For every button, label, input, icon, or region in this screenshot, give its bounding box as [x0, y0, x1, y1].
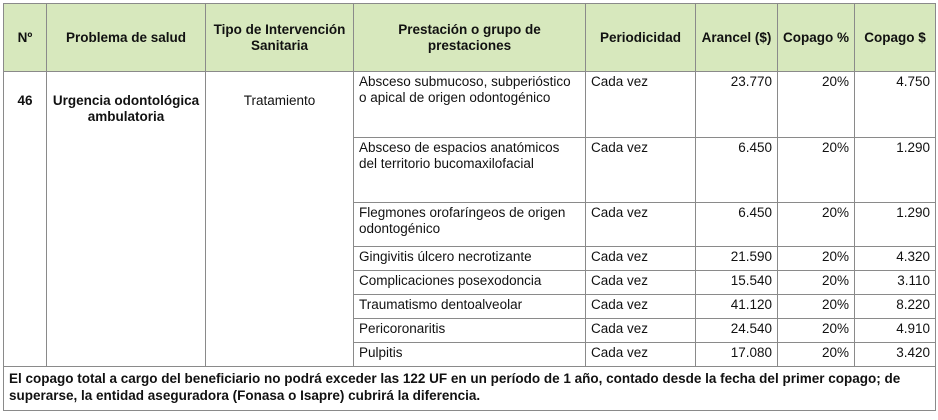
- problem-name: Urgencia odontológica ambulatoria: [47, 72, 206, 367]
- arancel-cell: 6.450: [696, 138, 778, 203]
- periodicidad-cell: Cada vez: [586, 247, 696, 271]
- copago-amt-cell: 4.750: [855, 72, 936, 138]
- header-arancel: Arancel ($): [696, 4, 778, 72]
- prestacion-cell: Flegmones orofaríngeos de origen odontogénico: [354, 203, 586, 247]
- header-copago-pct: Copago %: [778, 4, 855, 72]
- copago-pct-cell: 20%: [778, 343, 855, 367]
- arancel-cell: 15.540: [696, 271, 778, 295]
- periodicidad-cell: Cada vez: [586, 138, 696, 203]
- footer-row: [4, 367, 936, 411]
- copago-amt-cell: 1.290: [855, 138, 936, 203]
- copago-pct-cell: 20%: [778, 138, 855, 203]
- periodicidad-cell: Cada vez: [586, 271, 696, 295]
- copago-pct-cell: 20%: [778, 271, 855, 295]
- prestacion-cell: Traumatismo dentoalveolar: [354, 295, 586, 319]
- prestacion-cell: Pericoronaritis: [354, 319, 586, 343]
- periodicidad-cell: Cada vez: [586, 295, 696, 319]
- copago-pct-cell: 20%: [778, 319, 855, 343]
- copago-amt-cell: 3.420: [855, 343, 936, 367]
- copago-pct-cell: 20%: [778, 247, 855, 271]
- problem-intervention: Tratamiento: [206, 72, 354, 367]
- copago-amt-cell: 4.910: [855, 319, 936, 343]
- header-prestacion: Prestación o grupo de prestaciones: [354, 4, 586, 72]
- copago-amt-cell: 4.320: [855, 247, 936, 271]
- prestacion-cell: Complicaciones posexodoncia: [354, 271, 586, 295]
- table-row: [4, 72, 936, 138]
- periodicidad-cell: Cada vez: [586, 203, 696, 247]
- periodicidad-cell: Cada vez: [586, 343, 696, 367]
- copago-amt-cell: 8.220: [855, 295, 936, 319]
- arancel-cell: 41.120: [696, 295, 778, 319]
- footer-note: El copago total a cargo del beneficiario no podrá exceder las 122 UF en un período de 1 año, contado desde la fecha del primer copago; de superarse, la entidad aseguradora (Fonasa o Isapre) cubrirá la diferencia.: [4, 367, 936, 411]
- arancel-cell: 24.540: [696, 319, 778, 343]
- problem-number: 46: [4, 72, 47, 367]
- prestacion-cell: Absceso de espacios anatómicos del territorio bucomaxilofacial: [354, 138, 586, 203]
- header-row: [4, 4, 936, 72]
- arancel-cell: 21.590: [696, 247, 778, 271]
- header-problema: Problema de salud: [47, 4, 206, 72]
- header-copago-amt: Copago $: [855, 4, 936, 72]
- copago-pct-cell: 20%: [778, 72, 855, 138]
- arancel-cell: 23.770: [696, 72, 778, 138]
- periodicidad-cell: Cada vez: [586, 319, 696, 343]
- prestacion-cell: Pulpitis: [354, 343, 586, 367]
- arancel-cell: 17.080: [696, 343, 778, 367]
- periodicidad-cell: Cada vez: [586, 72, 696, 138]
- header-no: Nº: [4, 4, 47, 72]
- header-tipo: Tipo de Intervención Sanitaria: [206, 4, 354, 72]
- prestacion-cell: Gingivitis úlcero necrotizante: [354, 247, 586, 271]
- header-periodicidad: Periodicidad: [586, 4, 696, 72]
- copago-pct-cell: 20%: [778, 295, 855, 319]
- copago-table: [3, 3, 936, 411]
- copago-amt-cell: 3.110: [855, 271, 936, 295]
- prestacion-cell: Absceso submucoso, subperióstico o apical de origen odontogénico: [354, 72, 586, 138]
- arancel-cell: 6.450: [696, 203, 778, 247]
- copago-pct-cell: 20%: [778, 203, 855, 247]
- copago-amt-cell: 1.290: [855, 203, 936, 247]
